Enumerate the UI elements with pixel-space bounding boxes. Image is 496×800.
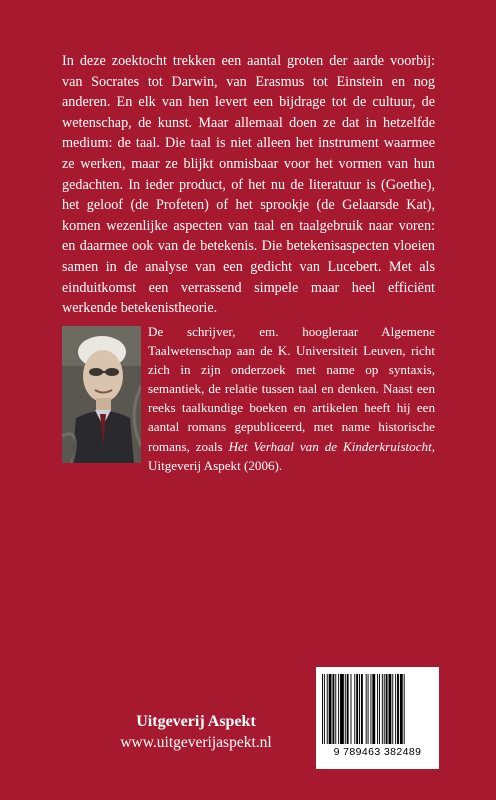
back-cover-blurb: In deze zoektocht trekken een aantal groten der aarde voorbij: van Socrates tot Darwin, van Erasmus tot Einstein en nog anderen. En elk van hen levert een bijdrage tot de cultuur, de wetenschap, de kunst. Maar allemaal doen ze dat in hetzelfde medium: de taal. Die taal is niet alleen het instrument waarmee ze werken, maar ze blijkt onmisbaar voor het vormen van hun gedachten. In ieder product, of het nu de literatuur is (Goethe), het geloof (de Profeten) of het sprookje (de Gelaarsde Kat), komen wezenlijke aspecten van taal en taalgebruik naar voren: en daarmee ook van de betekenis. Die betekenisaspecten vloeien samen in de analyse van een gedicht van Lucebert. Met als einduitkomst een verrassend simpele maar heel efficiënt werkende betekenistheorie.: [62, 53, 435, 317]
author-bio: [148, 322, 435, 475]
book-title: Het Verhaal van de Kinderkruistocht: [228, 438, 432, 454]
publisher-name: Uitgeverij Aspekt: [136, 713, 256, 730]
barcode-bars-icon: [321, 674, 434, 744]
isbn-digits: 9 789463 382489: [333, 746, 422, 758]
isbn-barcode: [316, 667, 439, 769]
author-bio-tail: , Uitgeverij Aspekt (2006).: [148, 438, 435, 473]
author-bio-text: De schrijver, em. hoogleraar Algemene Taalwetenschap aan de K. Universiteit Leuven, richt zich in zijn onderzoek met name op syntaxis, semantiek, de relatie tussen taal en denken. Naast een reeks taalkundige boeken en artikelen heeft hij een aantal romans gepubliceerd, met name historische romans, zoals: [148, 324, 435, 454]
author-portrait: [62, 326, 141, 463]
publisher-block: [86, 712, 306, 754]
publisher-url: www.uitgeverijaspekt.nl: [120, 734, 272, 751]
